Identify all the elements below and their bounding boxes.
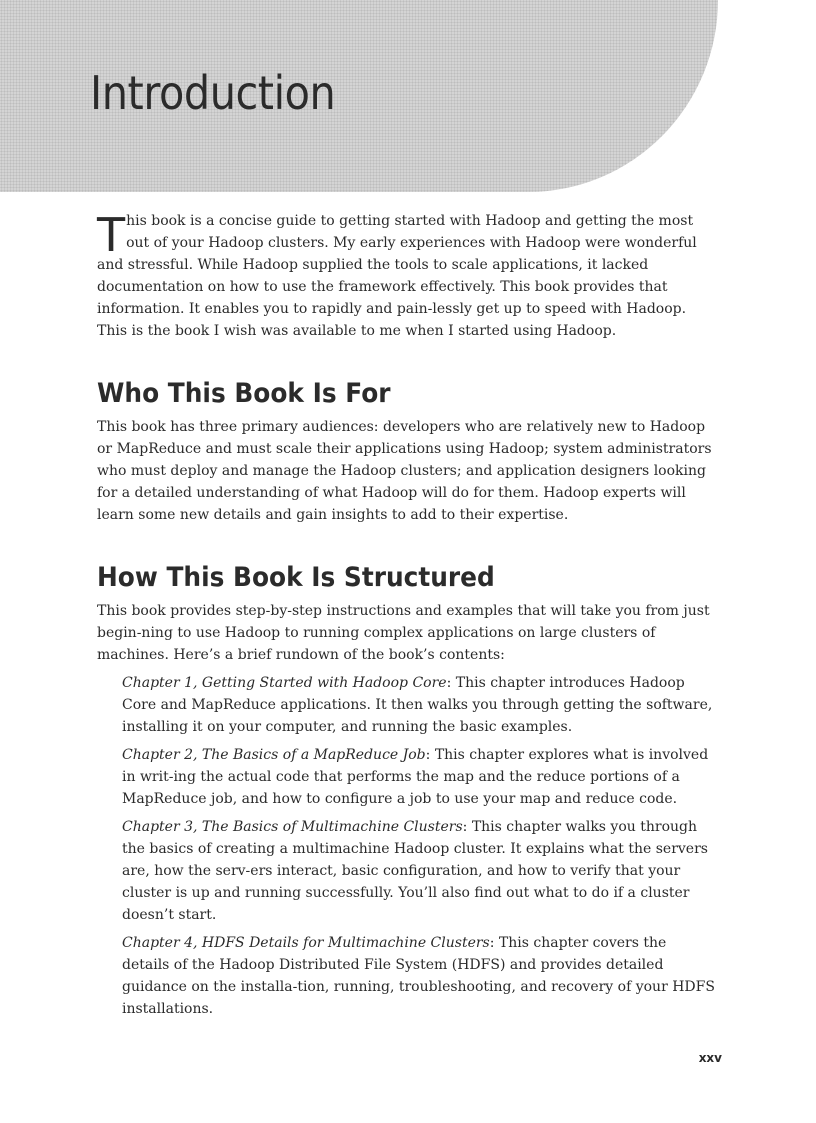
chapter-item-2 (122, 744, 715, 810)
chapter-item-1 (122, 672, 715, 738)
chapter-desc-4: : This chapter covers the details of the Hadoop Distributed File System (HDFS) and provides detailed guidance on the installa-tion, running, troubleshooting, and recovery of your HDFS installations. (122, 935, 715, 1017)
chapter-desc-2: : This chapter explores what is involved in writ-ing the actual code that performs the map and the reduce portions of a MapReduce job, and how to configure a job to use your map and reduce code. (122, 747, 709, 807)
page-number: xxv (698, 1051, 722, 1065)
section-body-structure: This book provides step-by-step instructions and examples that will take you from just begin-ning to use Hadoop to running complex applications on large clusters of machines. Here’s a brief rundown of the book’s contents: (97, 603, 710, 663)
intro-text: his book is a concise guide to getting started with Hadoop and getting the most out of your Hadoop clusters. My early experiences with Hadoop were wonderful and stressful. While Hadoop supplied the tools to scale applications, it lacked documentation on how to use the framework effectively. This book provides that information. It enables you to rapidly and pain-lessly get up to speed with Hadoop. This is the book I wish was available to me when I started using Hadoop. (97, 213, 697, 339)
chapter-title-2: Chapter 2, The Basics of a MapReduce Job (122, 747, 426, 763)
chapter-title-3: Chapter 3, The Basics of Multimachine Clusters (122, 819, 463, 835)
page-content (97, 210, 715, 1026)
chapter-desc-3: : This chapter walks you through the basics of creating a multimachine Hadoop cluster. It explains what the servers are, how the serv-ers interact, basic configuration, and how to verify that your cluster is up and running successfully. You’ll also find out what to do if a cluster doesn’t start. (122, 819, 708, 923)
chapter-title-4: Chapter 4, HDFS Details for Multimachine Clusters (122, 935, 490, 951)
chapter-list (97, 672, 715, 1020)
chapter-desc-1: : This chapter introduces Hadoop Core and MapReduce applications. It then walks you through getting the software, installing it on your computer, and running the basic examples. (122, 675, 713, 735)
intro-paragraph (97, 210, 715, 342)
drop-cap: T (97, 208, 126, 262)
chapter-title: Introduction (90, 66, 336, 120)
section-body-who: This book has three primary audiences: developers who are relatively new to Hadoop or MapReduce and must scale their applications using Hadoop; system administrators who must deploy and manage the Hadoop clusters; and application designers looking for a detailed understanding of what Hadoop will do for them. Hadoop experts will learn some new details and gain insights to add to their expertise. (97, 419, 712, 523)
chapter-item-4 (122, 932, 715, 1020)
section-heading-structure: How This Book Is Structured (97, 562, 495, 593)
chapter-item-3 (122, 816, 715, 926)
section-heading-who: Who This Book Is For (97, 378, 391, 409)
chapter-title-1: Chapter 1, Getting Started with Hadoop Core (122, 675, 447, 691)
